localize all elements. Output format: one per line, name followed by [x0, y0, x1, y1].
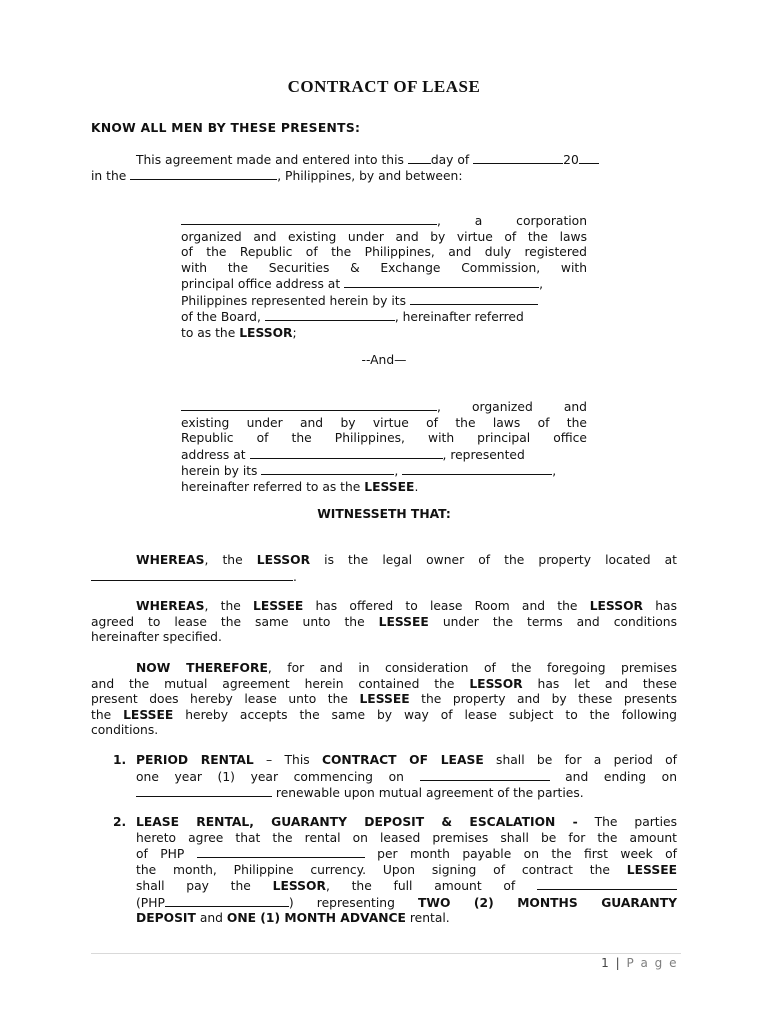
and-separator: --And— [361, 353, 407, 367]
lessor-address-blank [344, 276, 539, 288]
full-amount-blank [537, 878, 677, 890]
property-location-blank [91, 569, 293, 581]
day-blank [408, 152, 431, 164]
footer-divider [91, 953, 681, 954]
document-title: CONTRACT OF LEASE [287, 77, 481, 96]
place-blank [130, 168, 277, 180]
intro-line-2: in the , Philippines, by and between: [91, 169, 463, 183]
item-1-period-rental: PERIOD RENTAL – This CONTRACT OF LEASE shall be for a period of one year (1) year commencing on and ending on renewable upon mutual agreement of the parties. [136, 753, 677, 800]
ending-date-blank [136, 785, 272, 797]
php-amount-blank [165, 895, 289, 907]
page-word: P a g e [626, 956, 678, 970]
page-footer: 1 | P a g e [601, 956, 678, 970]
lessee-address-blank [250, 447, 443, 459]
lessor-name-blank [181, 213, 437, 225]
lessee-party-block: , organized and existing under and by virtue of the laws of the Republic of the Philippines, with principal office address at , represented herein by its , , hereinafter referred to as the LESSEE. [181, 400, 587, 494]
whereas-1: WHEREAS, the LESSOR is the legal owner of the property located at . [91, 553, 677, 585]
page-number: 1 [601, 956, 611, 970]
item-2-lease-rental: LEASE RENTAL, GUARANTY DEPOSIT & ESCALATION - The parties hereto agree that the rental on leased premises shall be for the amount of PHP per month payable on the first week of the month, Philippine currency. Upon signing of contract the LESSEE shall pay the LESSOR, the full amount of (PHP ) representing TWO (2) MONTHS GUARANTY DEPOSIT and ONE (1) MONTH ADVANCE rental. [136, 815, 677, 925]
witnesseth-heading: WITNESSETH THAT: [317, 507, 451, 521]
lessor-board-blank [265, 309, 395, 321]
lessor-party-block: , a corporation organized and existing under and by virtue of the laws of the Republic of the Philippines, and duly registered with the Securities & Exchange Commission, with principal office address at , Philippines represented herein by its of the Board, , hereinafter referred to as the LESSOR; [181, 214, 587, 340]
item-2-number: 2. [113, 815, 127, 829]
know-all-heading: KNOW ALL MEN BY THESE PRESENTS: [91, 121, 361, 135]
intro-line-1: This agreement made and entered into this day of 20 [136, 152, 599, 169]
lessee-name-blank [181, 399, 437, 411]
lessee-rep-blank [261, 463, 394, 475]
month-blank [473, 152, 563, 164]
lessee-title-blank [402, 463, 552, 475]
now-therefore: NOW THEREFORE, for and in consideration of the foregoing premises and the mutual agreement herein contained the LESSOR has let and these present does hereby lease unto the LESSEE the property and by these presents the LESSEE hereby accepts the same by way of lease subject to the following conditions. [91, 661, 677, 737]
lessor-rep-blank [410, 293, 538, 305]
commencing-date-blank [420, 769, 550, 781]
item-1-number: 1. [113, 753, 127, 767]
rental-amount-blank [197, 846, 365, 858]
whereas-2: WHEREAS, the LESSEE has offered to lease Room and the LESSOR has agreed to lease the same unto the LESSEE under the terms and conditions hereinafter specified. [91, 599, 677, 644]
year-blank [579, 152, 599, 164]
